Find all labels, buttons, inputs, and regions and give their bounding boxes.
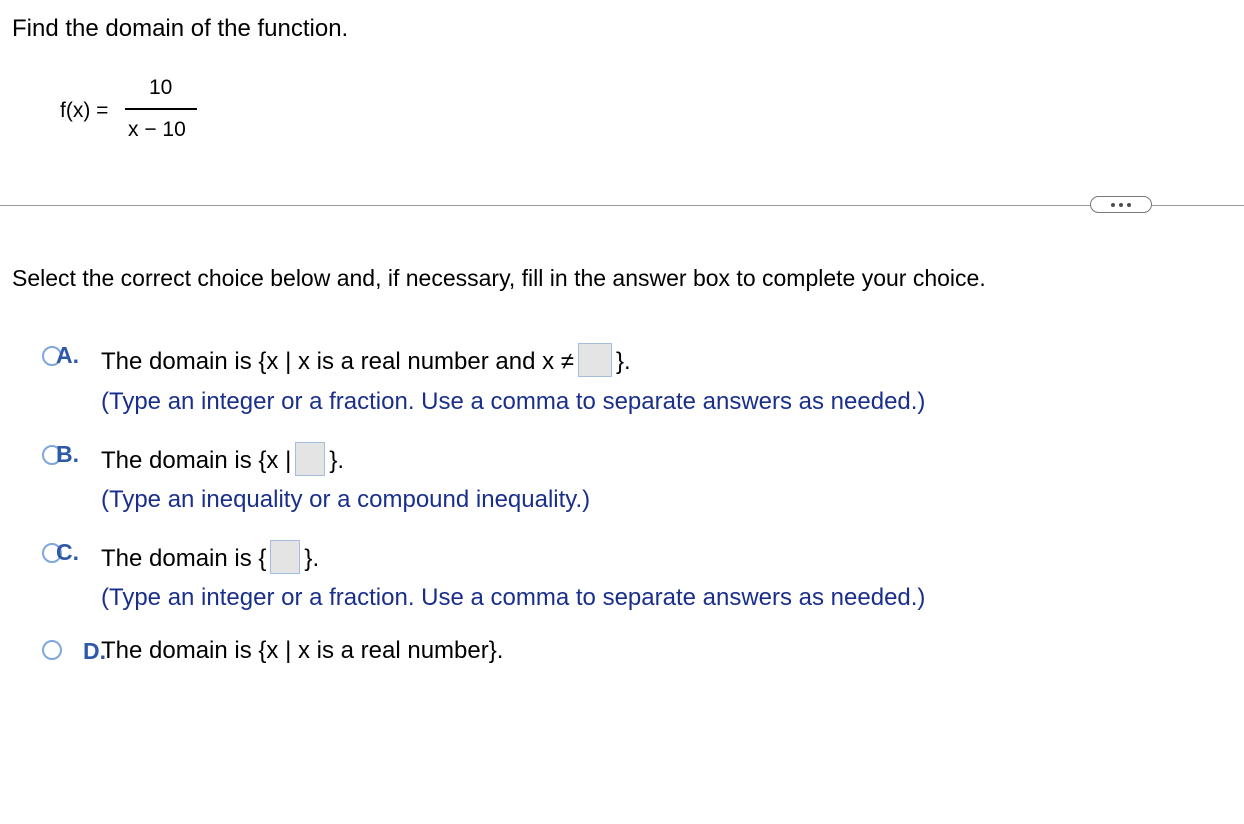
- choice-b-text-before: The domain is {x |: [101, 447, 292, 474]
- choice-c-letter: C.: [56, 539, 79, 565]
- choice-d-text: The domain is {x | x is a real number}.: [101, 637, 504, 664]
- answer-box-a[interactable]: [578, 343, 612, 377]
- fraction-denominator: x − 10: [128, 118, 186, 141]
- choice-d-letter: D.: [83, 638, 106, 664]
- instruction-text: Select the correct choice below and, if necessary, fill in the answer box to complete your choice.: [12, 265, 986, 291]
- choice-a-hint: (Type an integer or a fraction. Use a comma to separate answers as needed.): [101, 388, 926, 415]
- choice-a-text-after: }.: [615, 348, 631, 375]
- choice-b-hint: (Type an inequality or a compound inequality.): [101, 486, 591, 513]
- more-options-button[interactable]: [1090, 196, 1152, 213]
- section-divider: [0, 205, 1244, 206]
- choice-b-text-after: }.: [329, 447, 345, 474]
- question-prompt: Find the domain of the function.: [12, 15, 349, 42]
- function-label: f(x) =: [60, 99, 109, 122]
- answer-box-b[interactable]: [295, 442, 325, 476]
- choice-a-letter: A.: [56, 342, 79, 368]
- choice-c-hint: (Type an integer or a fraction. Use a comma to separate answers as needed.): [101, 584, 926, 611]
- radio-choice-d[interactable]: [42, 640, 62, 660]
- choice-c-text: [101, 545, 319, 574]
- ellipsis-icon: [1111, 203, 1115, 207]
- choice-c-text-after: }.: [304, 545, 320, 572]
- fraction-numerator: 10: [149, 76, 173, 99]
- answer-box-c[interactable]: [270, 540, 300, 574]
- choice-c-text-before: The domain is {: [101, 545, 267, 572]
- choice-b-letter: B.: [56, 441, 79, 467]
- choice-a-text: [101, 348, 631, 377]
- choice-a-text-before: The domain is {x | x is a real number and x ≠: [101, 348, 574, 375]
- fraction-bar: [125, 108, 197, 110]
- choice-b-text: [101, 447, 344, 476]
